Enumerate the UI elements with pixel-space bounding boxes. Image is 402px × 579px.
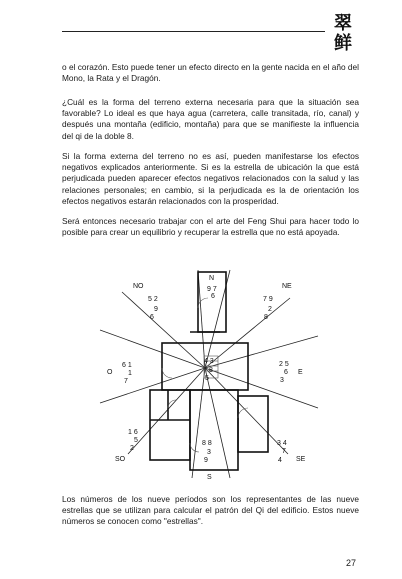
direction-o: O [107, 369, 113, 376]
sector-n-stars [207, 286, 217, 300]
sector-center-mid: 8 [209, 367, 213, 374]
sector-center-top: 4 3 [204, 358, 214, 365]
sector-no-top: 5 2 [148, 296, 158, 303]
sector-n-bottom: 6 [211, 293, 215, 300]
sector-so-bottom: 2 [130, 445, 134, 452]
direction-ne: NE [282, 283, 292, 290]
sector-o-bottom: 7 [124, 378, 128, 385]
sector-so-mid: 5 [134, 437, 138, 444]
sector-se-top: 3 4 [277, 440, 287, 447]
feng-shui-floor-plan-diagram [80, 268, 330, 480]
sector-n-top: 9 7 [207, 286, 217, 293]
sector-e-mid: 6 [284, 369, 288, 376]
paragraph-2: ¿Cuál es la forma del terreno externa necesaria para que la situación sea favorable? Lo ideal es que haya agua (carretera, calle transitada, río, canal) y después una montaña (edificio, montaña) para que se manifieste la influencia del qi de la doble 8. [62, 97, 359, 141]
paragraph-4: Será entonces necesario trabajar con el arte del Feng Shui para hacer todo lo posible para crear un equilibrio y recuperar la estrella que no está apoyada. [62, 216, 359, 238]
sector-se-bottom: 4 [278, 457, 282, 464]
sector-center-bottom: 5 [205, 375, 209, 382]
sector-so-stars [128, 429, 138, 452]
direction-e: E [298, 369, 303, 376]
sector-no-stars [148, 296, 158, 321]
sector-o-mid: 1 [128, 370, 132, 377]
direction-n: N [209, 275, 215, 282]
sector-ne-mid: 2 [268, 306, 272, 313]
sector-ne-bottom: 8 [264, 314, 268, 321]
sector-o-stars [122, 362, 132, 385]
sector-e-top: 2 5 [279, 361, 289, 368]
direction-s: S [207, 474, 212, 480]
sector-e-bottom: 3 [280, 377, 284, 384]
sector-ne-stars [263, 296, 273, 321]
paragraph-1: o el corazón. Esto puede tener un efecto directo en la gente nacida en el año del Mono, la Rata y el Dragón. [62, 62, 359, 84]
direction-so: SO [115, 456, 126, 463]
direction-no: NO [133, 283, 144, 290]
sector-s-bottom: 9 [204, 457, 208, 464]
sector-ne-top: 7 9 [263, 296, 273, 303]
sector-so-top: 1 6 [128, 429, 138, 436]
floor-plan-svg [80, 268, 330, 480]
header-rule [62, 31, 325, 32]
chinese-logo [331, 14, 355, 54]
sector-se-stars [277, 440, 287, 464]
sector-no-mid: 9 [154, 306, 158, 313]
sector-e-stars [279, 361, 289, 384]
logo-glyph-1: 翠 [334, 13, 352, 34]
logo-glyph-2: 鲜 [334, 33, 352, 54]
page-number: 27 [346, 558, 357, 568]
paragraph-3: Si la forma externa del terreno no es así, pueden manifestarse los efectos negativos explicados anteriormente. Si es la estrella de ubicación la que está perjudicada pueden aparecer efectos negativos relacionados con la salud y las relaciones personales; en cambio, si la perjudicada es la de orientación los efectos negativos estarán relacionados con la prosperidad. [62, 151, 359, 206]
direction-se: SE [296, 456, 306, 463]
sector-o-top: 6 1 [122, 362, 132, 369]
sector-s-top: 8 8 [202, 440, 212, 447]
sector-no-bottom: 6 [150, 314, 154, 321]
sector-s-stars [202, 440, 212, 464]
sector-se-mid: 7 [282, 448, 286, 455]
paragraph-5: Los números de los nueve períodos son los representantes de las nueve estrellas que se utilizan para calcular el patrón del Qi del edificio. Estos nueve números se conocen como "estrellas". [62, 494, 359, 527]
sector-s-mid: 3 [207, 449, 211, 456]
